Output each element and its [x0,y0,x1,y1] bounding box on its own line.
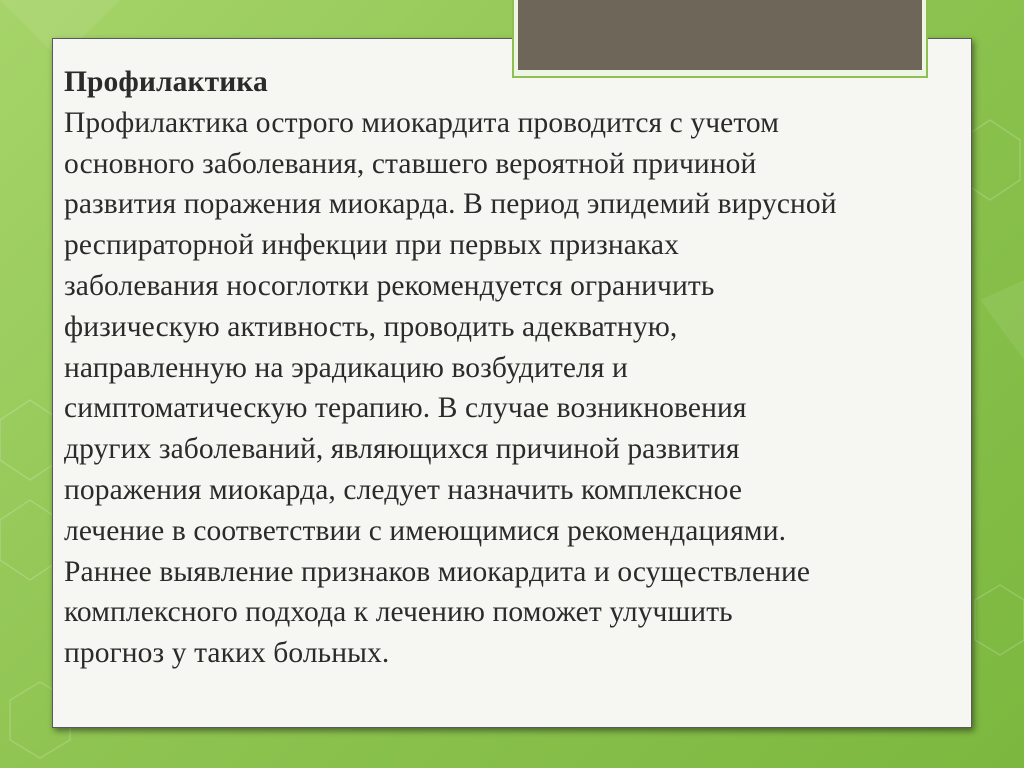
paragraph-line: других заболеваний, являющихся причиной развития [64,433,740,466]
paragraph-line: симптоматическую терапию. В случае возникновения [64,392,747,425]
paragraph-line: лечение в соответствии с имеющимися рекомендациями. [64,514,787,547]
paragraph-line: Профилактика острого миокардита проводится с учетом [64,106,779,139]
paragraph-lines [64,103,954,674]
paragraph-line: Раннее выявление признаков миокардита и осуществление [64,555,811,588]
paragraph-line: заболевания носоглотки рекомендуется ограничить [64,269,715,302]
paragraph-line: комплексного подхода к лечению поможет улучшить [64,596,733,629]
slide-heading: Профилактика [64,66,268,98]
slide-body-text [64,62,954,674]
title-box [518,0,922,70]
paragraph-line: направленную на эрадикацию возбудителя и [64,351,628,384]
paragraph-line: респираторной инфекции при первых признаках [64,229,679,262]
paragraph-line: основного заболевания, ставшего вероятной причиной [64,147,757,180]
paragraph-line: прогноз у таких больных. [64,637,390,670]
paragraph-line: поражения миокарда, следует назначить комплексное [64,473,743,506]
paragraph-line: физическую активность, проводить адекватную, [64,310,678,343]
paragraph-line: развития поражения миокарда. В период эпидемий вирусной [64,188,837,221]
